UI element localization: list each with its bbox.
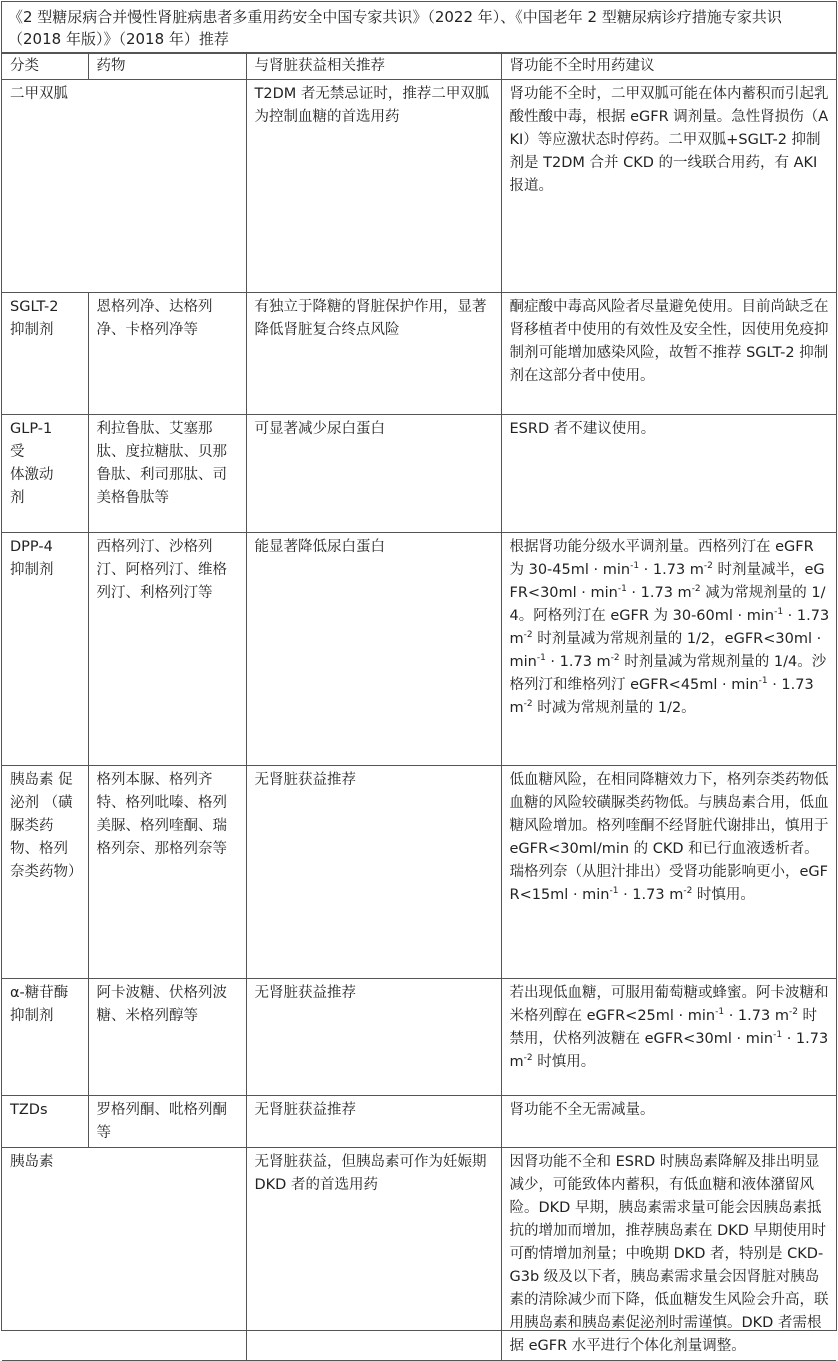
table-header-row <box>2 54 836 80</box>
cell-drugs: 利拉鲁肽、艾塞那肽、度拉糖肽、贝那鲁肽、利司那肽、司美格鲁肽等 <box>88 415 246 533</box>
exponent: -2 <box>691 584 701 595</box>
exponent: -1 <box>758 676 768 687</box>
cell-category: 胰岛素 <box>2 1148 246 1361</box>
advice-text: 低血糖风险，在相同降糖效力下，格列奈类药物低血糖的风险较磺脲类药物低。与胰岛素合用，低血糖风险增加。格列喹酮不经肾脏代谢排出，慎用于 eGFR<30ml/min 的 CKD 和已行血液透析者。瑞格列奈（从胆汁排出）受肾功能影响更小，eGFR<15ml · min <box>509 772 829 903</box>
document-page <box>1 1 837 1354</box>
advice-text: 时禁用，伏格列波糖在 eGFR<30ml · min <box>509 1008 818 1047</box>
cell-category: TZDs <box>2 1096 88 1148</box>
header-renal-advice: 肾功能不全时用药建议 <box>501 54 836 80</box>
cell-category: DPP-4 抑制剂 <box>2 533 88 766</box>
cell-drugs: 阿卡波糖、伏格列波糖、米格列醇等 <box>88 979 246 1096</box>
cell-category: 二甲双胍 <box>2 80 246 293</box>
advice-text: 时慎用。 <box>532 1054 596 1070</box>
table-row-alpha-glucosidase <box>2 979 836 1096</box>
cell-benefit: 能显著降低尿白蛋白 <box>246 533 501 766</box>
advice-text: · 1.73 m <box>545 654 611 670</box>
cell-advice <box>501 533 836 766</box>
cell-benefit: T2DM 者无禁忌证时，推荐二甲双胍为控制血糖的首选用药 <box>246 80 501 293</box>
exponent: -1 <box>774 607 784 618</box>
exponent: -1 <box>630 561 640 572</box>
cell-benefit: 无肾脏获益推荐 <box>246 766 501 979</box>
exponent: -2 <box>523 1053 533 1064</box>
advice-text: · 1.73 m <box>509 1031 829 1070</box>
header-drugs: 药物 <box>88 54 246 80</box>
cell-benefit: 无肾脏获益，但胰岛素可作为妊娠期 DKD 者的首选用药 <box>246 1148 501 1361</box>
exponent: -2 <box>523 630 533 641</box>
exponent: -2 <box>523 699 533 710</box>
advice-text: · 1.73 m <box>509 677 814 716</box>
exponent: -1 <box>715 1007 725 1018</box>
advice-text: 若出现低血糖，可服用葡萄糖或蜂蜜。阿卡波糖和米格列醇在 eGFR<25ml · min <box>509 985 829 1024</box>
cell-advice: 因肾功能不全和 ESRD 时胰岛素降解及排出明显减少，可能致体内蓄积，有低血糖和液体潴留风险。DKD 早期，胰岛素需求量可能会因胰岛素抵抗的增加而增加，推荐胰岛素在 DKD 早期使用时可酌情增加剂量；中晚期 DKD 者，特别是 CKD-G3b 级及以下者，胰岛素需求量会因肾脏对胰岛素的清除减少而下降，低血糖发生风险会升高，联用胰岛素和胰岛素促泌剂时需谨慎。DKD 者需根据 eGFR 水平进行个体化剂量调整。 <box>501 1148 836 1361</box>
table-row-insulin <box>2 1148 836 1361</box>
exponent: -2 <box>788 1007 798 1018</box>
table-row-sglt2 <box>2 293 836 415</box>
table-row-insulin-secretagogues <box>2 766 836 979</box>
advice-text: · 1.73 m <box>509 608 830 647</box>
table-row-glp1 <box>2 415 836 533</box>
cell-advice: 酮症酸中毒高风险者尽量避免使用。目前尚缺乏在肾移植者中使用的有效性及安全性，因使用免疫抑制剂可能增加感染风险，故暂不推荐 SGLT-2 抑制剂在这部分者中使用。 <box>501 293 836 415</box>
advice-text: 时减为常规剂量的 1/2。 <box>532 700 696 716</box>
cell-benefit: 无肾脏获益推荐 <box>246 979 501 1096</box>
advice-text: · 1.73 m <box>626 585 692 601</box>
cell-benefit: 有独立于降糖的肾脏保护作用，显著降低肾脏复合终点风险 <box>246 293 501 415</box>
header-category: 分类 <box>2 54 88 80</box>
cell-category: GLP-1 受 体激动 剂 <box>2 415 88 533</box>
advice-text: 时剂量减半，eGFR<30ml · min <box>509 562 825 601</box>
cell-advice <box>501 979 836 1096</box>
cell-drugs: 恩格列净、达格列净、卡格列净等 <box>88 293 246 415</box>
advice-text: 减为常规剂量的 1/4。阿格列汀在 eGFR 为 30-60ml · min <box>509 585 826 624</box>
cell-category: α-糖苷酶 抑制剂 <box>2 979 88 1096</box>
exponent: -2 <box>683 886 693 897</box>
cell-category: SGLT-2 抑制剂 <box>2 293 88 415</box>
table-row-metformin <box>2 80 836 293</box>
cell-benefit: 无肾脏获益推荐 <box>246 1096 501 1148</box>
advice-text: · 1.73 m <box>724 1008 789 1024</box>
cell-advice: ESRD 者不建议使用。 <box>501 415 836 533</box>
advice-text: 时剂量减为常规剂量的 1/2，eGFR<30ml · min <box>509 631 822 670</box>
exponent: -2 <box>610 653 620 664</box>
medication-table <box>2 53 836 1361</box>
advice-text: 时慎用。 <box>692 887 755 903</box>
cell-drugs: 罗格列酮、吡格列酮等 <box>88 1096 246 1148</box>
cell-advice <box>501 766 836 979</box>
exponent: -1 <box>617 584 627 595</box>
cell-benefit: 可显著减少尿白蛋白 <box>246 415 501 533</box>
advice-text: · 1.73 m <box>618 887 684 903</box>
advice-text: 时剂量减为常规剂量的 1/4。沙格列汀和维格列汀 eGFR<45ml · min <box>509 654 827 693</box>
cell-drugs: 格列本脲、格列齐特、格列吡嗪、格列美脲、格列喹酮、瑞格列奈、那格列奈等 <box>88 766 246 979</box>
exponent: -1 <box>773 1030 783 1041</box>
cell-category: 胰岛素 促泌剂 （磺脲类药物、格列奈类药物） <box>2 766 88 979</box>
advice-text: 根据肾功能分级水平调剂量。西格列汀在 eGFR 为 30-45ml · min <box>509 539 814 578</box>
cell-drugs: 西格列汀、沙格列汀、阿格列汀、维格列汀、利格列汀等 <box>88 533 246 766</box>
exponent: -1 <box>536 653 546 664</box>
header-renal-benefit: 与肾脏获益相关推荐 <box>246 54 501 80</box>
cell-advice: 肾功能不全时，二甲双胍可能在体内蓄积而引起乳酸性酸中毒，根据 eGFR 调剂量。急性肾损伤（AKI）等应激状态时停药。二甲双胍+SGLT-2 抑制剂是 T2DM 合并 CKD 的一线联合用药，有 AKI 报道。 <box>501 80 836 293</box>
cell-advice: 肾功能不全无需减量。 <box>501 1096 836 1148</box>
table-row-tzds <box>2 1096 836 1148</box>
document-title: 《2 型糖尿病合并慢性肾脏病患者多重用药安全中国专家共识》（2022 年）、《中国老年 2 型糖尿病诊疗措施专家共识（2018 年版）》（2018 年）推荐 <box>2 2 836 53</box>
exponent: -1 <box>609 886 619 897</box>
exponent: -2 <box>703 561 713 572</box>
advice-text: · 1.73 m <box>639 562 704 578</box>
table-row-dpp4 <box>2 533 836 766</box>
